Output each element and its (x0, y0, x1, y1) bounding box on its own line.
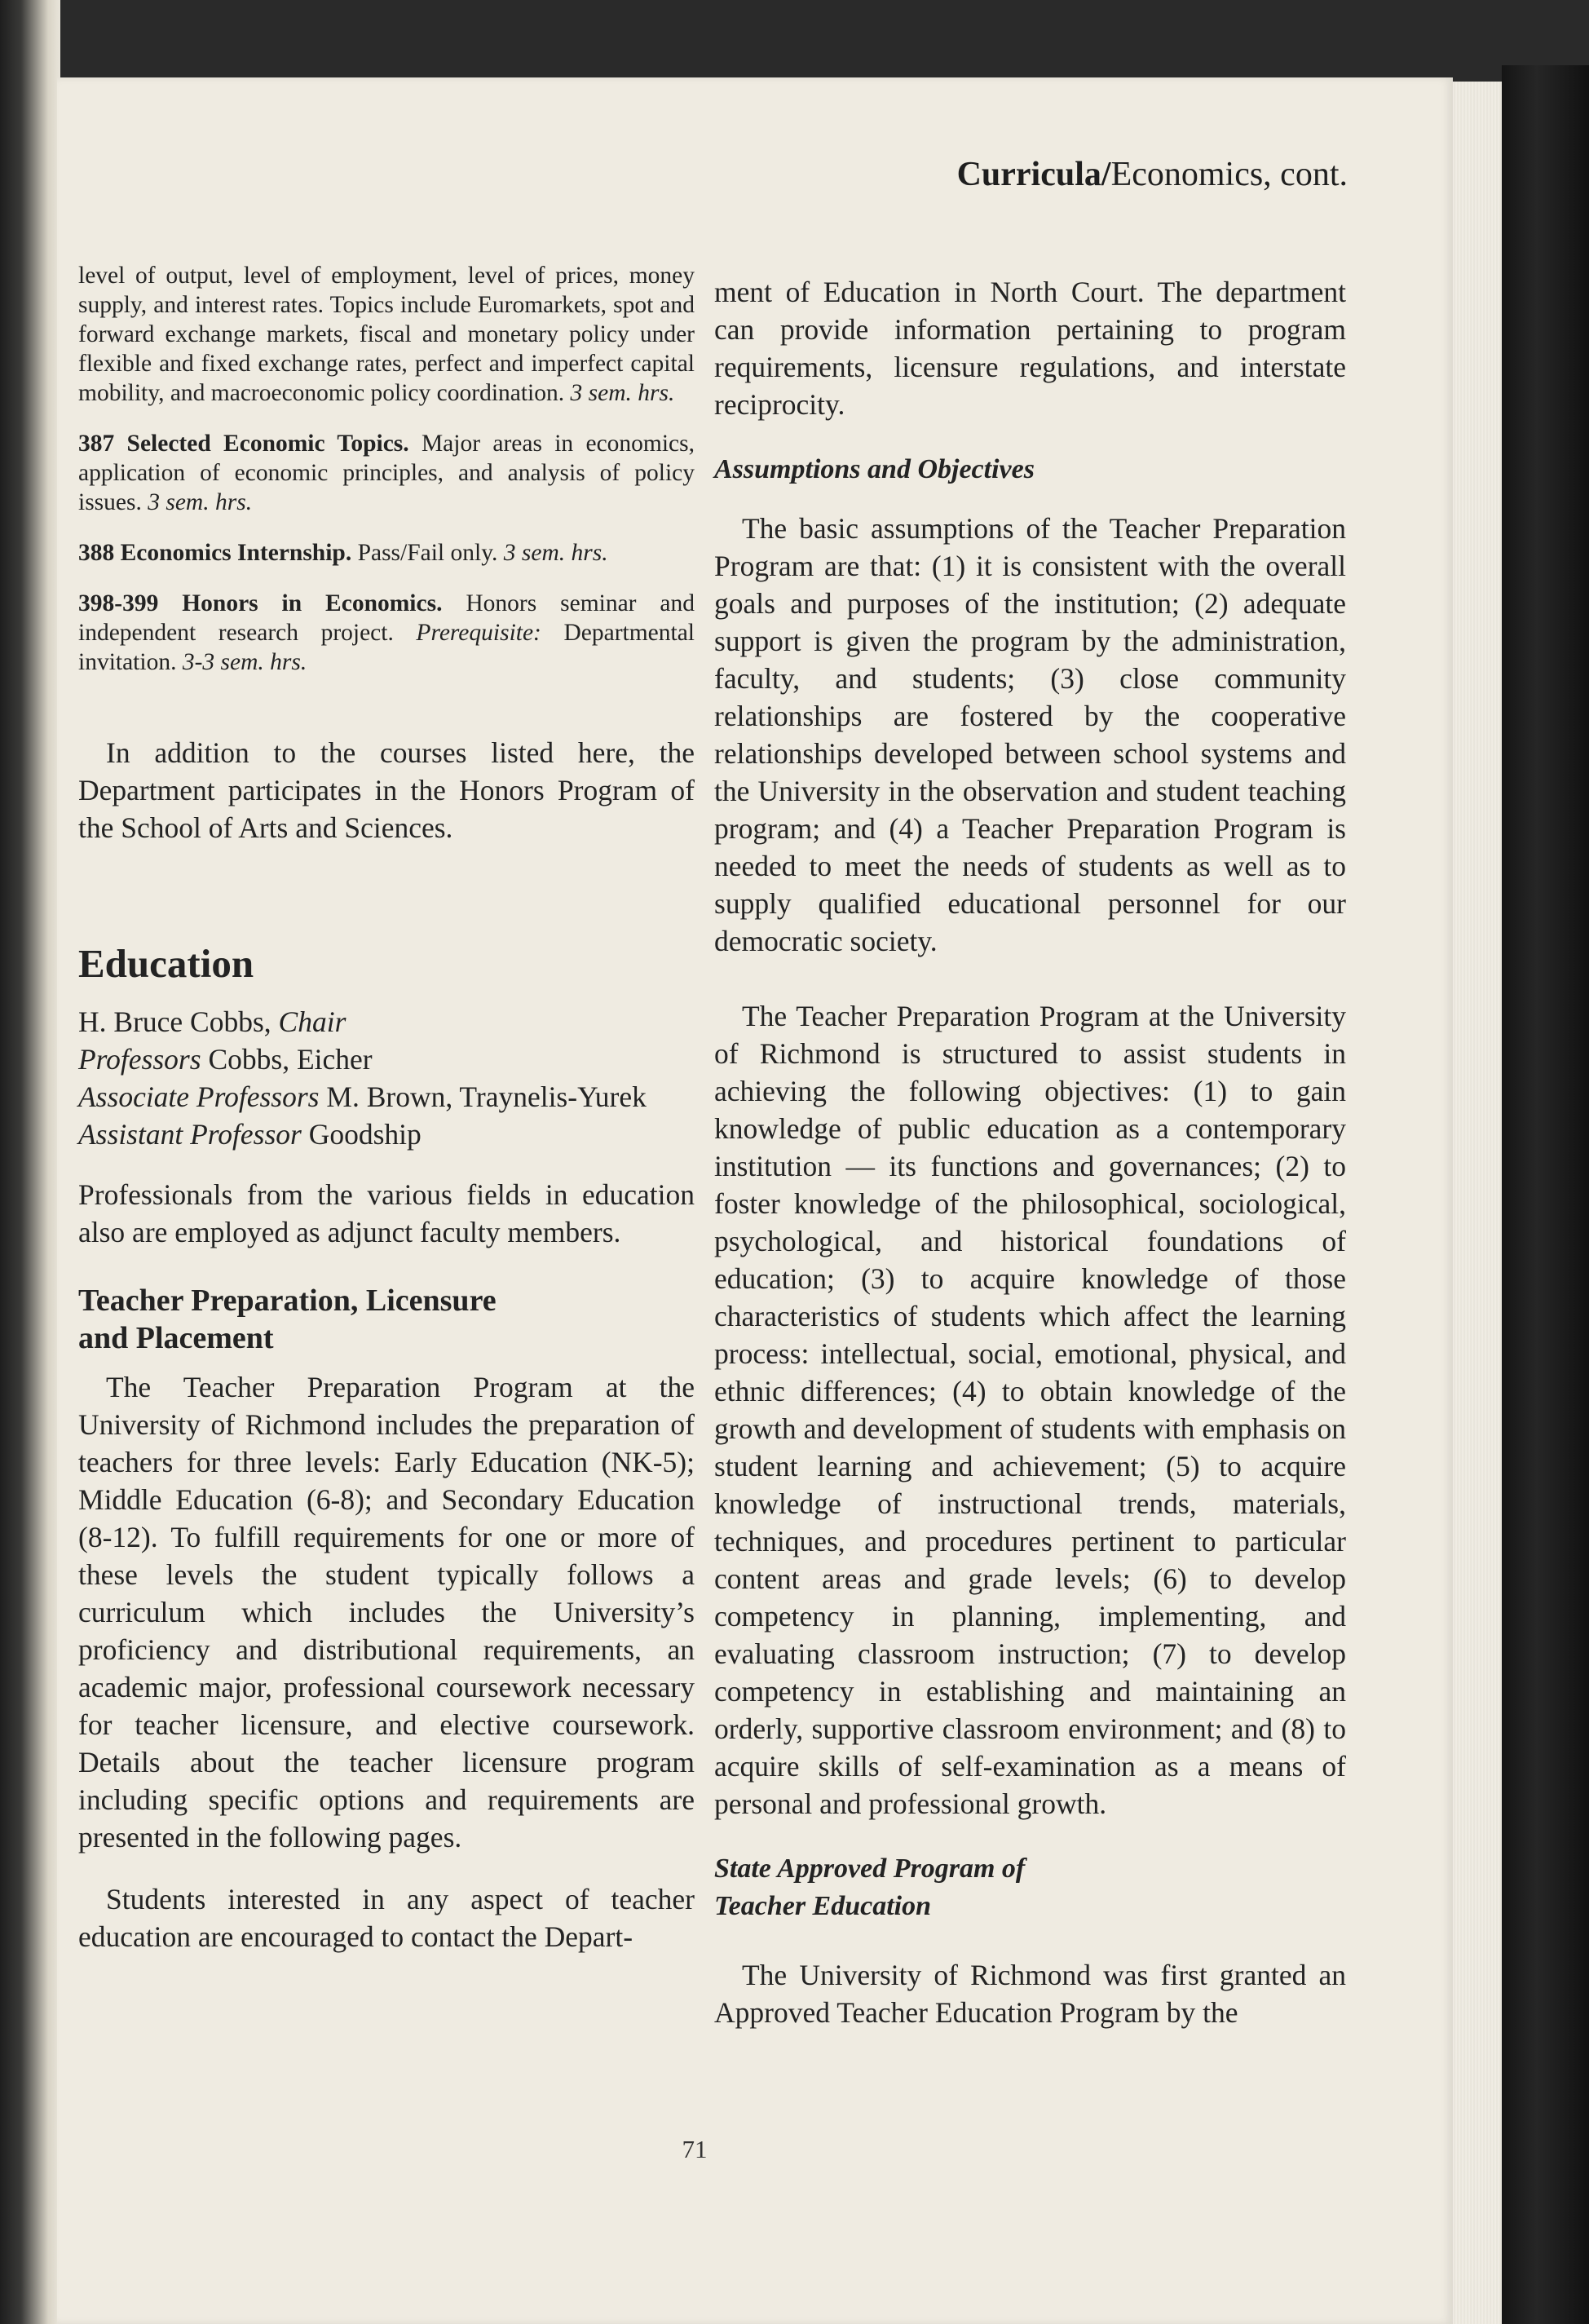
state-approved-paragraph: The University of Richmond was first granted an Approved Teacher Education Program by the (714, 1959, 1346, 2029)
page-number: 71 (682, 2135, 708, 2163)
book-cover (1502, 65, 1589, 2324)
right-column (714, 273, 1346, 2031)
adjunct-note: Professionals from the various fields in education also are employed as adjunct faculty members. (78, 1178, 695, 1248)
contact-paragraph-continued: ment of Education in North Court. The department can provide information pertaining to program requirements, licensure regulations, and interstate reciprocity. (714, 276, 1346, 421)
facing-page-edge (0, 0, 60, 2324)
contact-paragraph: Students interested in any aspect of teacher education are encouraged to contact the Depart- (78, 1883, 695, 1953)
course-continuation: level of output, level of employment, level of prices, money supply, and interest rates. Topics include Euromarkets, spot and forward exchange markets, fiscal and monetary policy under flexible and fixed exchange rates, perfect and imperfect capital mobility, and macroeconomic policy coordination. 3 sem. hrs. (78, 263, 695, 406)
honors-note: In addition to the courses listed here, the Department participates in the Honors Program of the School of Arts and Sciences. (78, 736, 695, 844)
left-column (78, 261, 695, 1955)
faculty-associate-professors: Associate Professors M. Brown, Traynelis-Yurek (78, 1080, 647, 1113)
course-387: 387 Selected Economic Topics. Major areas in economics, application of economic principles, and analysis of policy issues. 3 sem. hrs. (78, 431, 695, 515)
course-list (78, 261, 695, 677)
state-approved-heading: State Approved Program of Teacher Education (714, 1853, 1026, 1921)
teacher-prep-paragraph: The Teacher Preparation Program at the University of Richmond includes the preparation of teachers for three levels: Early Education (NK-5); Middle Education (6-8); and Secondary Education (8-12). To fulfill requirements for one or more of these levels the student typically follows a curriculum which includes the University’s proficiency and distributional requirements, an academic major, professional coursework necessary for teacher licensure, and elective coursework. Details about the teacher licensure program including specific options and requirements are presented in the following pages. (78, 1371, 695, 1853)
faculty-professors: Professors Cobbs, Eicher (78, 1043, 373, 1076)
section-heading-teacher-prep: Teacher Preparation, Licensure and Placement (78, 1284, 497, 1355)
running-head: Curricula/Economics, cont. (956, 156, 1348, 193)
faculty-assistant-professor: Assistant Professor Goodship (78, 1118, 422, 1151)
department-title: Education (78, 941, 254, 986)
page-block-edge (1453, 82, 1502, 2324)
course-398-399: 398-399 Honors in Economics. Honors seminar and independent research project. Prerequisite: Departmental invitation. 3-3 sem. hrs. (78, 590, 695, 675)
faculty-chair: H. Bruce Cobbs, Chair (78, 1005, 346, 1038)
faculty-list (78, 1003, 695, 1153)
course-388: 388 Economics Internship. Pass/Fail only. 3 sem. hrs. (78, 540, 608, 566)
assumptions-heading: Assumptions and Objectives (714, 454, 1035, 484)
assumptions-paragraph: The basic assumptions of the Teacher Preparation Program are that: (1) it is consistent with the overall goals and purposes of the institution; (2) adequate support is given the program by the administration, faculty, and students; (3) close community relationships are fostered by the cooperative relationships developed between school systems and the University in the observation and student teaching program; and (4) a Teacher Preparation Program is needed to meet the needs of students as well as to supply qualified educational personnel for our democratic society. (714, 512, 1346, 957)
objectives-paragraph: The Teacher Preparation Program at the University of Richmond is structured to assist students in achieving the following objectives: (1) to gain knowledge of public education as a contemporary institution — its functions and governances; (2) to foster knowledge of the philosophical, sociological, psychological, and historical foundations of education; (3) to acquire knowledge of those characteristics of students which affect the learning process: intellectual, social, emotional, physical, and ethnic differences; (4) to obtain knowledge of the growth and development of students with emphasis on student learning and achievement; (5) to acquire knowledge of instructional trends, materials, techniques, and procedures pertinent to particular content areas and grade levels; (6) to develop competency in planning, implementing, and evaluating classroom instruction; (7) to develop competency in establishing and maintaining an orderly, supportive classroom environment; and (8) to acquire skills of self-examination as a means of personal and professional growth. (714, 1000, 1346, 1820)
